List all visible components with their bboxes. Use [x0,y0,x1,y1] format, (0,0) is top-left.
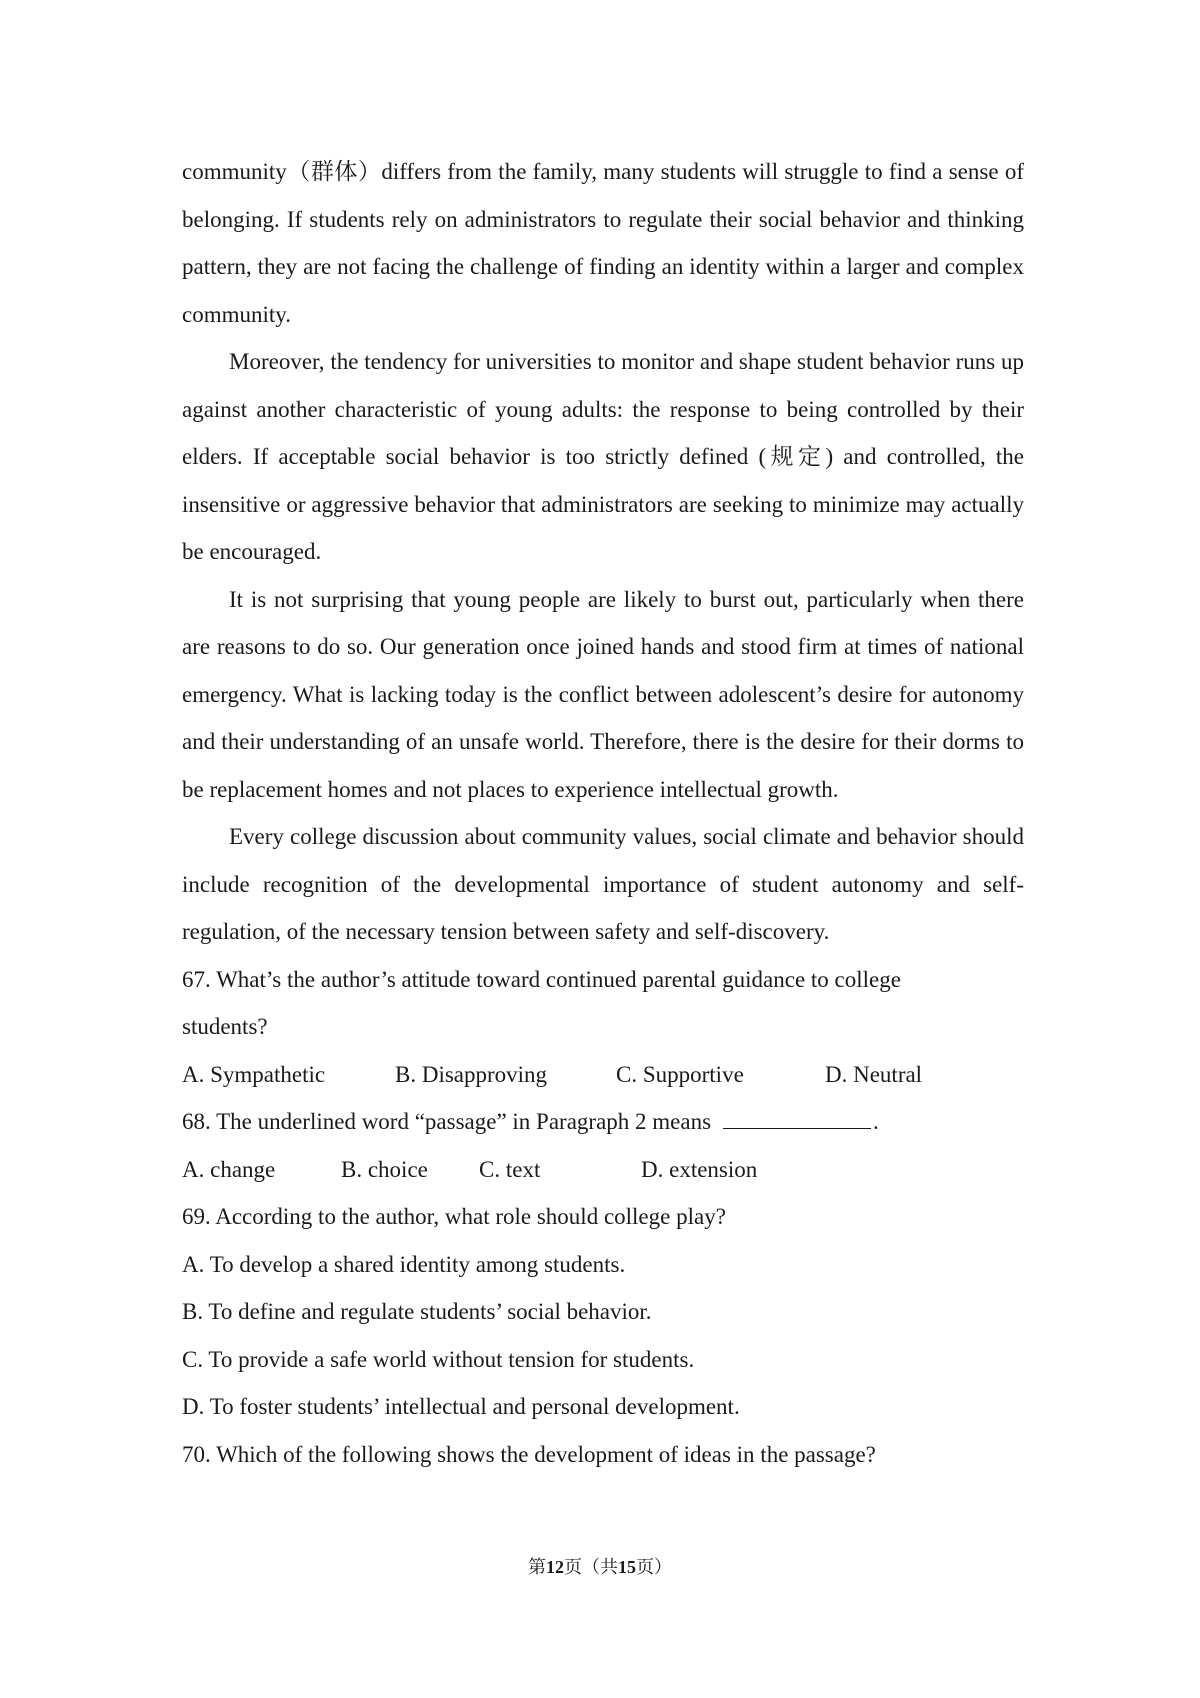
question-67-option-a: A. Sympathetic [182,1061,326,1087]
footer-page-number: 12 [546,1557,564,1577]
question-69-stem: 69. According to the author, what role should college play? [182,1204,726,1229]
page-content [182,148,1024,1478]
answer-blank [723,1106,871,1129]
question-67-option-c: C. Supportive [616,1061,744,1087]
question-69-option-d: D. To foster students’ intellectual and personal development. [182,1394,740,1419]
footer-middle: 页（共 [564,1557,618,1577]
question-68-stem-end: . [873,1109,879,1134]
question-68-stem [182,1098,1024,1146]
question-68 [182,1098,1024,1193]
question-68-stem-text: 68. The underlined word “passage” in Paragraph 2 means [182,1109,712,1134]
question-67-option-d: D. Neutral [825,1061,923,1087]
footer-total-pages: 15 [618,1557,636,1577]
question-68-option-b: B. choice [341,1156,428,1182]
paragraph-3: It is not surprising that young people are likely to burst out, particularly when there are reasons to do so. Our generation once joined hands and stood firm at times of national emergency. What is lacking today is the conflict between adolescent’s desire for autonomy and their understanding of an unsafe world. Therefore, there is the desire for their dorms to be replacement homes and not places to experience intellectual growth. [182,586,1024,802]
question-69-option-b: B. To define and regulate students’ social behavior. [182,1299,652,1324]
question-69 [182,1193,1024,1431]
footer-prefix: 第 [528,1557,546,1577]
question-67-options [182,1051,1024,1099]
question-70 [182,1431,1024,1479]
question-68-option-d: D. extension [641,1156,758,1182]
paragraph-2: Moreover, the tendency for universities to monitor and shape student behavior runs up against another characteristic of young adults: the response to being controlled by their elders. If acceptable social behavior is too strictly defined (规定) and controlled, the insensitive or aggressive behavior that administrators are seeking to minimize may actually be encouraged. [182,349,1024,564]
paragraph-1: community（群体）differs from the family, many students will struggle to find a sense of belonging. If students rely on administrators to regulate their social behavior and thinking pattern, they are not facing the challenge of finding an identity within a larger and complex community. [182,159,1024,327]
question-67-option-b: B. Disapproving [395,1061,548,1087]
paragraph-4: Every college discussion about community values, social climate and behavior should include recognition of the developmental importance of student autonomy and self-regulation, of the necessary tension between safety and self-discovery. [182,824,1024,944]
question-69-option-c: C. To provide a safe world without tension for students. [182,1346,695,1372]
question-68-option-a: A. change [182,1156,276,1182]
question-68-option-c: C. text [479,1156,541,1182]
question-70-stem: 70. Which of the following shows the development of ideas in the passage? [182,1441,876,1467]
question-67 [182,956,1024,1099]
question-67-stem-line-2: students? [182,1014,268,1039]
page-footer [0,1555,1200,1579]
question-68-options [182,1146,1024,1194]
footer-suffix: 页） [636,1557,672,1577]
question-69-option-a: A. To develop a shared identity among students. [182,1251,626,1277]
question-67-stem-line-1: 67. What’s the author’s attitude toward continued parental guidance to college [182,966,901,992]
